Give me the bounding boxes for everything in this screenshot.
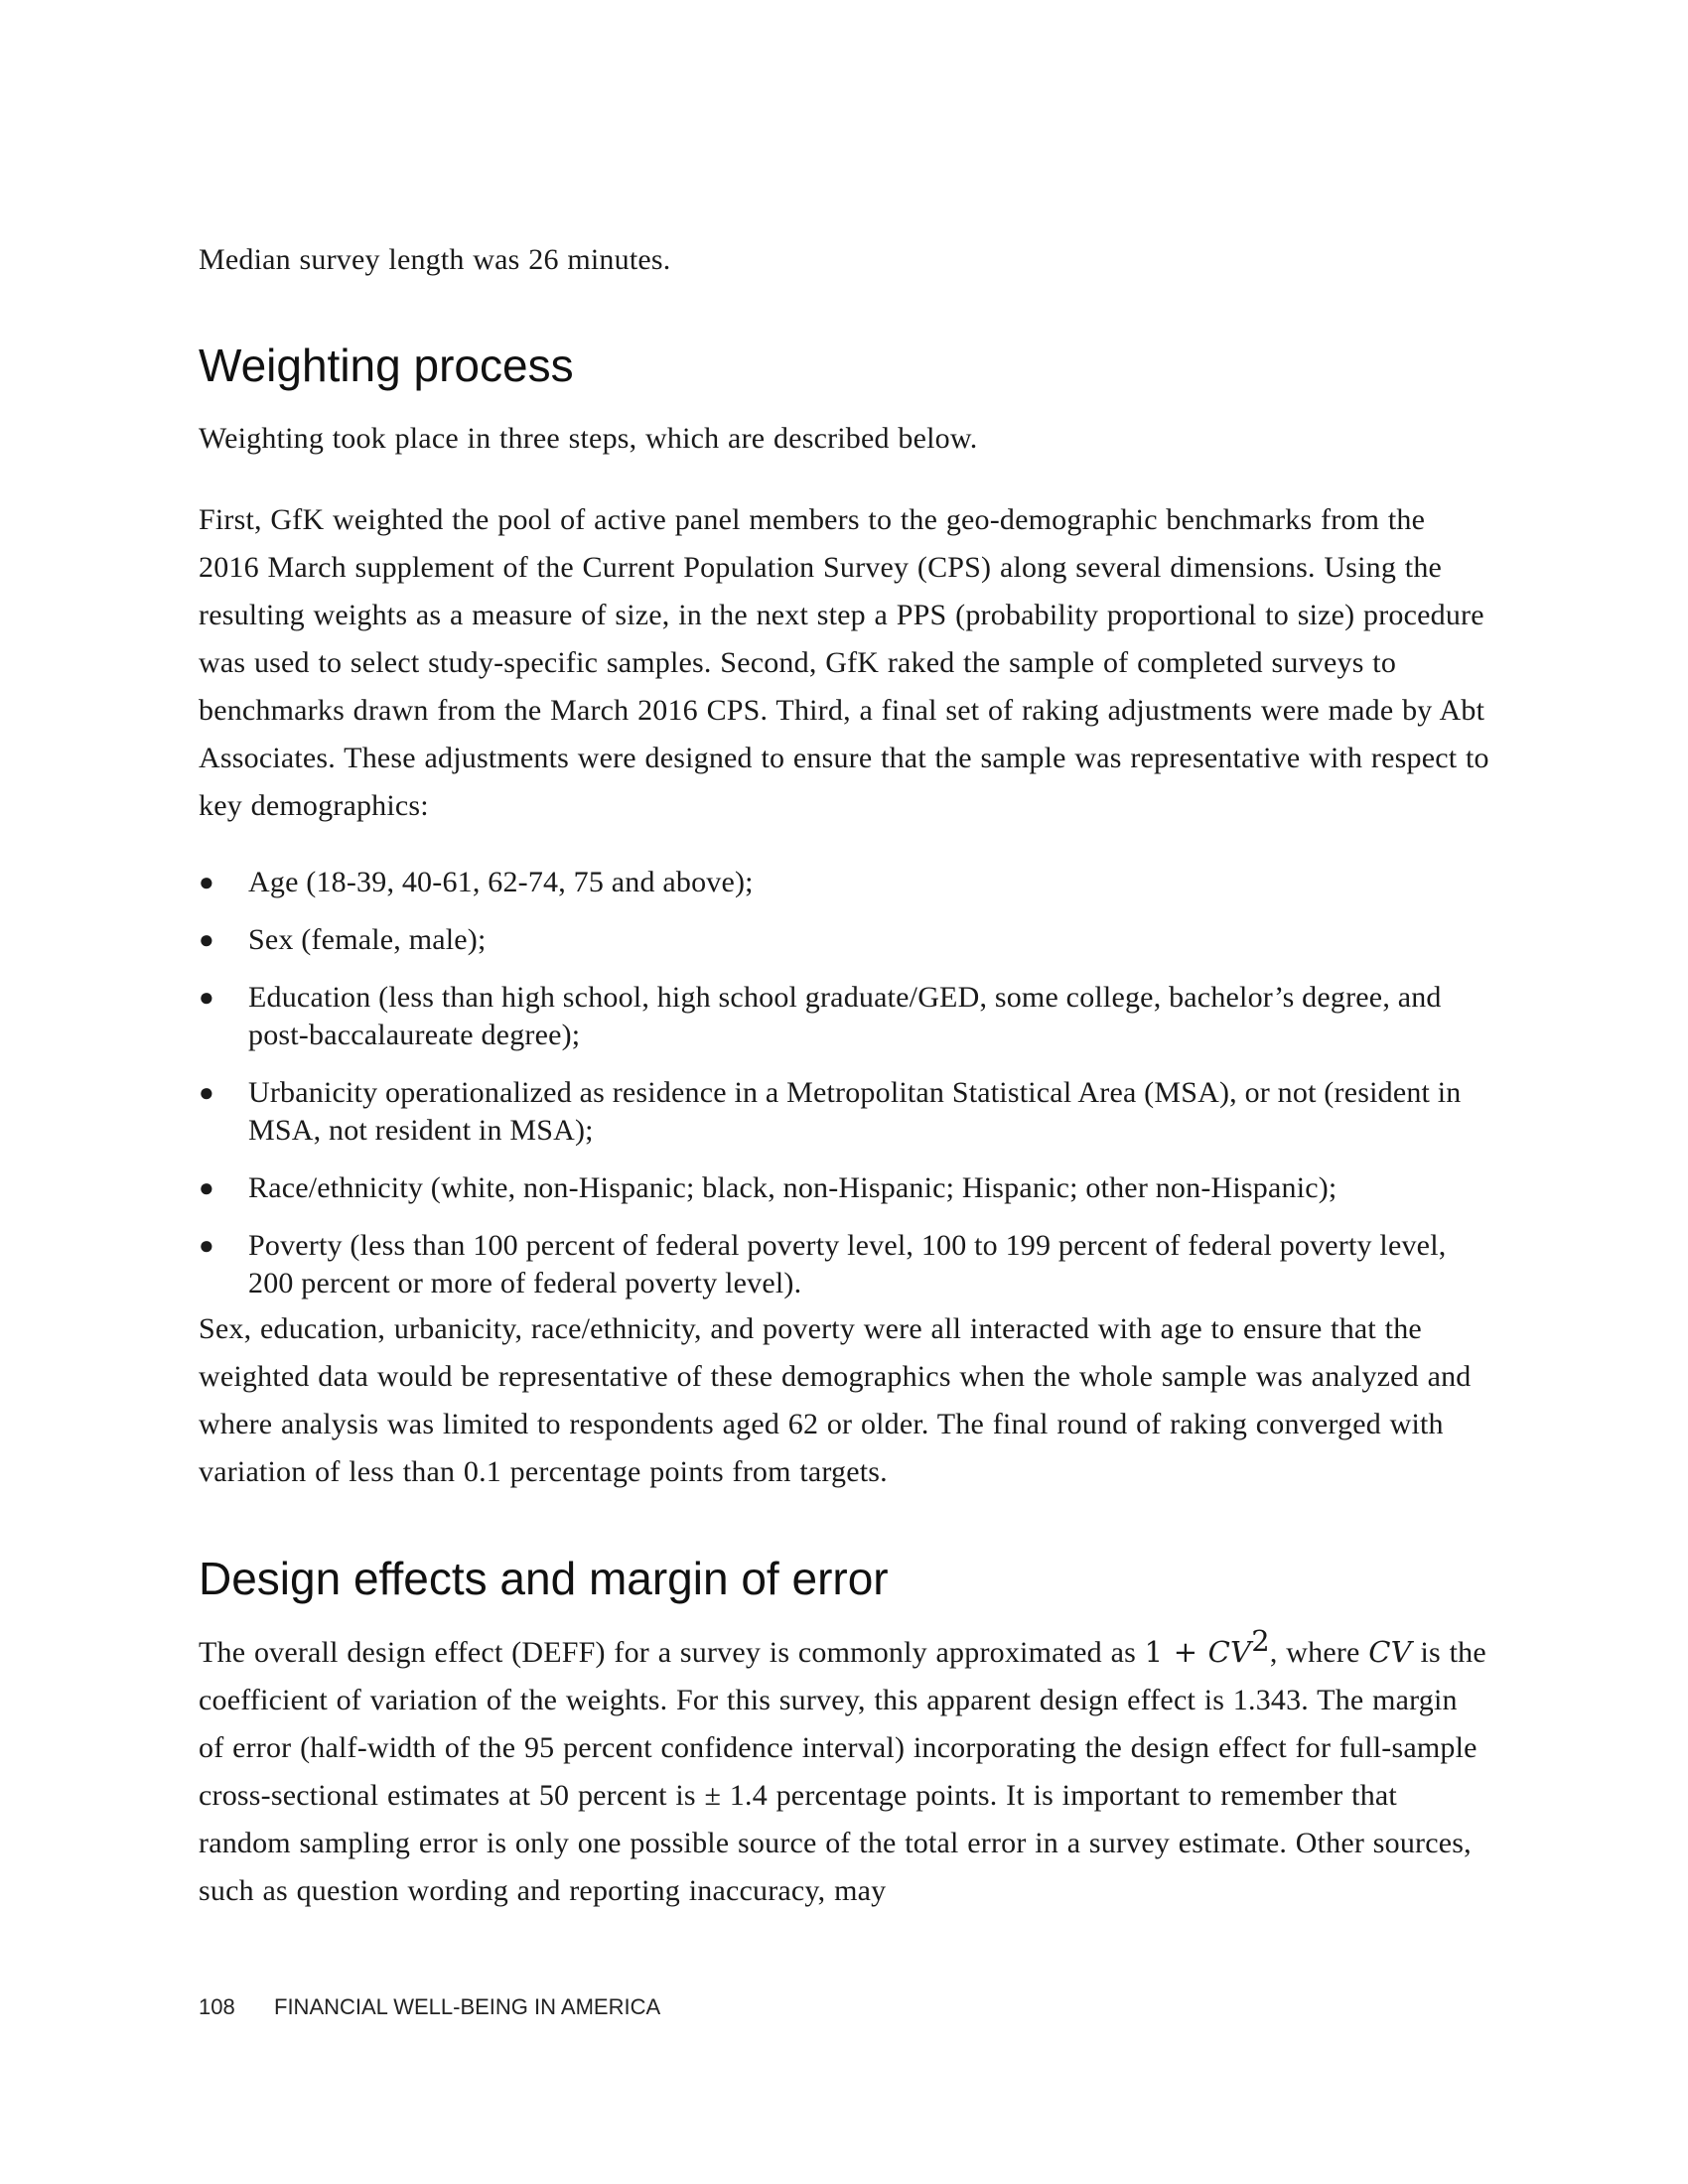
intro-paragraph: Median survey length was 26 minutes. bbox=[199, 243, 671, 276]
list-item-sex bbox=[199, 921, 1489, 959]
list-item-age bbox=[199, 864, 1489, 901]
list-item-race-ethnicity bbox=[199, 1169, 1489, 1207]
weighting-process-heading: Weighting process bbox=[199, 340, 574, 391]
page-footer bbox=[199, 1993, 660, 2021]
list-item-text: Age (18-39, 40-61, 62-74, 75 and above); bbox=[248, 866, 754, 898]
bullet-icon: ● bbox=[199, 1173, 214, 1202]
demographics-list bbox=[199, 864, 1489, 1322]
bullet-icon: ● bbox=[199, 925, 214, 954]
footer-title: FINANCIAL WELL-BEING IN AMERICA bbox=[274, 1994, 661, 2019]
formula-plus: + bbox=[1163, 1635, 1208, 1669]
weighting-closing-paragraph: Sex, education, urbanicity, race/ethnicity, and poverty were all interacted with age to ensure that the weighted data would be representative of these demographics when the whole sample was analyzed and where analysis was limited to respondents aged 62 or older. The final round of raking converged with variation of less than 0.1 percentage points from targets. bbox=[199, 1312, 1472, 1488]
formula-exponent: 2 bbox=[1251, 1624, 1270, 1658]
formula-cv: CV bbox=[1207, 1635, 1252, 1669]
list-item-text: Sex (female, male); bbox=[248, 923, 487, 956]
bullet-icon: ● bbox=[199, 1231, 214, 1260]
design-paragraph-rest: is the coefficient of variation of the weights. For this survey, this apparent design effect is 1.343. The margin of error (half-width of the 95 percent confidence interval) incorporating the design effect for full-sample cross-sectional estimates at 50 percent is ± 1.4 percentage points. It is important to remember that random sampling error is only one possible source of the total error in a survey estimate. Other sources, such as question wording and reporting inaccuracy, may bbox=[199, 1636, 1486, 1907]
list-item-education bbox=[199, 979, 1489, 1054]
design-text-after-formula: , where bbox=[1269, 1636, 1369, 1669]
page-number: 108 bbox=[199, 1994, 235, 2019]
weighting-intro-paragraph: Weighting took place in three steps, which are described below. bbox=[199, 422, 978, 455]
list-item-text: Poverty (less than 100 percent of federal poverty level, 100 to 199 percent of federal poverty level, 200 percent or more of federal poverty level). bbox=[248, 1229, 1447, 1299]
bullet-icon: ● bbox=[199, 1078, 214, 1107]
design-text-before-formula: The overall design effect (DEFF) for a survey is commonly approximated as bbox=[199, 1636, 1145, 1669]
design-effects-paragraph bbox=[199, 1624, 1489, 1915]
list-item-text: Race/ethnicity (white, non-Hispanic; black, non-Hispanic; Hispanic; other non-Hispanic); bbox=[248, 1171, 1337, 1204]
cv-symbol: CV bbox=[1368, 1635, 1412, 1669]
weighting-steps-paragraph: First, GfK weighted the pool of active panel members to the geo-demographic benchmarks from the 2016 March supplement of the Current Population Survey (CPS) along several dimensions. Using the resulting weights as a measure of size, in the next step a PPS (probability proportional to size) procedure was used to select study-specific samples. Second, GfK raked the sample of completed surveys to benchmarks drawn from the March 2016 CPS. Third, a final set of raking adjustments were made by Abt Associates. These adjustments were designed to ensure that the sample was representative with respect to key demographics: bbox=[199, 503, 1489, 822]
formula-one: 1 bbox=[1144, 1635, 1164, 1669]
bullet-icon: ● bbox=[199, 983, 214, 1012]
list-item-text: Education (less than high school, high school graduate/GED, some college, bachelor’s degree, and post-baccalaureate degree); bbox=[248, 981, 1442, 1051]
list-item-text: Urbanicity operationalized as residence in a Metropolitan Statistical Area (MSA), or not (resident in MSA, not resident in MSA); bbox=[248, 1076, 1462, 1147]
list-item-urbanicity bbox=[199, 1074, 1489, 1150]
bullet-icon: ● bbox=[199, 868, 214, 896]
list-item-poverty bbox=[199, 1227, 1489, 1302]
design-effects-heading: Design effects and margin of error bbox=[199, 1553, 889, 1604]
